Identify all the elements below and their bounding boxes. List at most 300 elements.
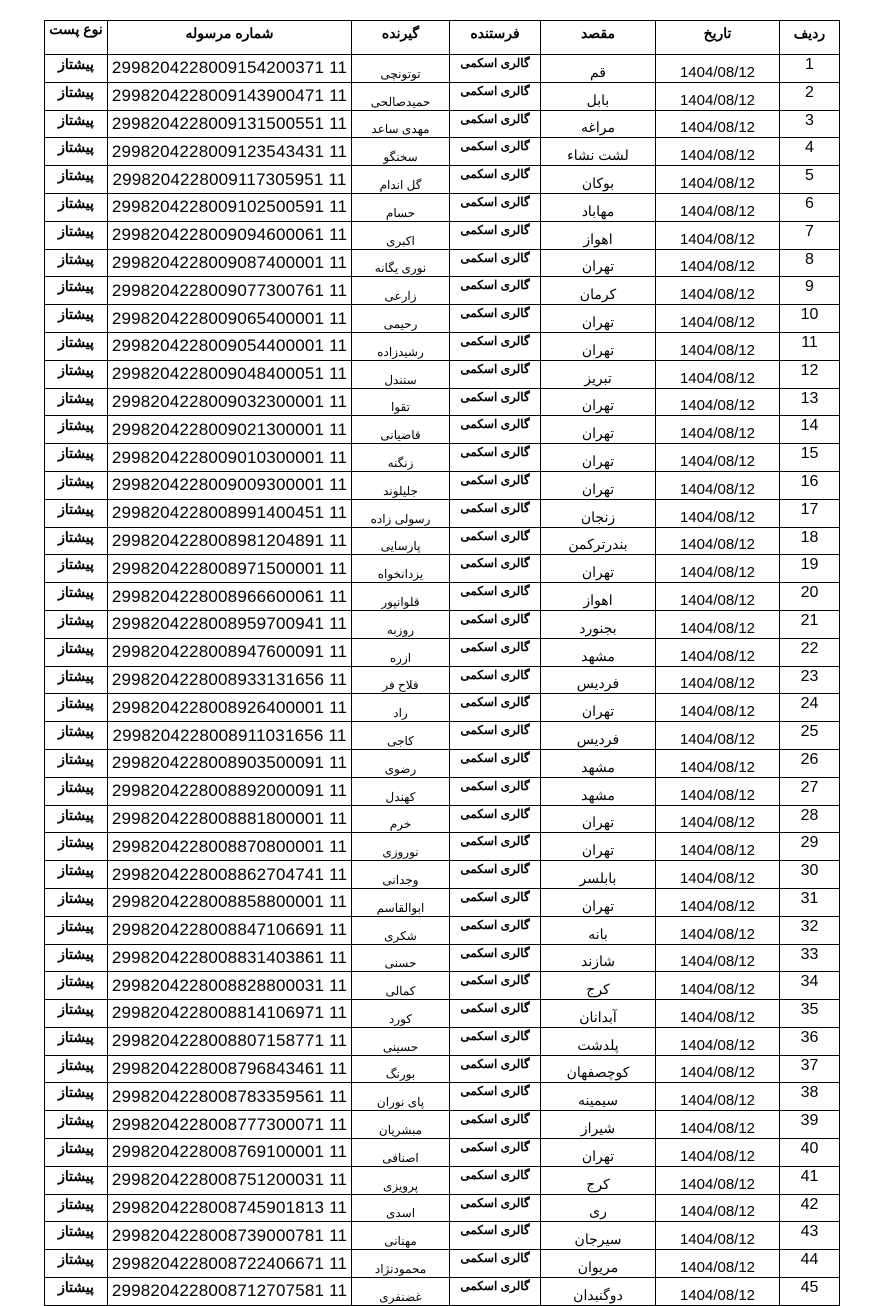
table-row bbox=[45, 722, 840, 750]
row-post-type: پیشتاز bbox=[45, 861, 108, 889]
row-sender: گالری اسکمی bbox=[450, 82, 541, 110]
row-destination: تهران bbox=[541, 471, 656, 499]
row-index: 22 bbox=[780, 638, 840, 666]
row-destination: مراغه bbox=[541, 110, 656, 138]
row-receiver: نوروزی bbox=[352, 833, 450, 861]
row-receiver: قاضیانی bbox=[352, 416, 450, 444]
row-date: 1404/08/12 bbox=[656, 471, 780, 499]
row-destination: بابلسر bbox=[541, 861, 656, 889]
row-destination: اهواز bbox=[541, 583, 656, 611]
row-receiver: ازره bbox=[352, 638, 450, 666]
row-sender: گالری اسکمی bbox=[450, 499, 541, 527]
row-receiver: حسینی bbox=[352, 1027, 450, 1055]
table-row bbox=[45, 221, 840, 249]
row-sender: گالری اسکمی bbox=[450, 1027, 541, 1055]
row-post-type: پیشتاز bbox=[45, 1166, 108, 1194]
table-row bbox=[45, 1111, 840, 1139]
row-sender: گالری اسکمی bbox=[450, 527, 541, 555]
row-destination: تهران bbox=[541, 388, 656, 416]
table-row bbox=[45, 277, 840, 305]
row-date: 1404/08/12 bbox=[656, 360, 780, 388]
table-row bbox=[45, 332, 840, 360]
row-date: 1404/08/12 bbox=[656, 110, 780, 138]
row-index: 16 bbox=[780, 471, 840, 499]
row-tracking-number: 2998204228008881800001 11 bbox=[108, 805, 352, 833]
row-index: 21 bbox=[780, 610, 840, 638]
row-sender: گالری اسکمی bbox=[450, 416, 541, 444]
row-receiver: رشیدزاده bbox=[352, 332, 450, 360]
table-row bbox=[45, 444, 840, 472]
row-index: 38 bbox=[780, 1083, 840, 1111]
row-destination: آبدانان bbox=[541, 1000, 656, 1028]
row-post-type: پیشتاز bbox=[45, 638, 108, 666]
row-tracking-number: 2998204228008933131656 11 bbox=[108, 666, 352, 694]
row-sender: گالری اسکمی bbox=[450, 1000, 541, 1028]
row-post-type: پیشتاز bbox=[45, 305, 108, 333]
row-receiver: اصنافی bbox=[352, 1139, 450, 1167]
row-date: 1404/08/12 bbox=[656, 1027, 780, 1055]
table-row bbox=[45, 555, 840, 583]
row-index: 4 bbox=[780, 138, 840, 166]
table-row bbox=[45, 1027, 840, 1055]
row-post-type: پیشتاز bbox=[45, 805, 108, 833]
row-destination: لشت نشاء bbox=[541, 138, 656, 166]
row-post-type: پیشتاز bbox=[45, 332, 108, 360]
header-sender: فرستنده bbox=[450, 21, 541, 55]
row-destination: سیرجان bbox=[541, 1222, 656, 1250]
row-date: 1404/08/12 bbox=[656, 1166, 780, 1194]
row-post-type: پیشتاز bbox=[45, 610, 108, 638]
header-tracking: شماره مرسوله bbox=[108, 21, 352, 55]
row-index: 34 bbox=[780, 972, 840, 1000]
row-tracking-number: 2998204228008783359561 11 bbox=[108, 1083, 352, 1111]
row-post-type: پیشتاز bbox=[45, 499, 108, 527]
row-sender: گالری اسکمی bbox=[450, 277, 541, 305]
row-sender: گالری اسکمی bbox=[450, 1250, 541, 1278]
row-tracking-number: 2998204228009021300001 11 bbox=[108, 416, 352, 444]
row-destination: تهران bbox=[541, 888, 656, 916]
row-index: 36 bbox=[780, 1027, 840, 1055]
row-sender: گالری اسکمی bbox=[450, 388, 541, 416]
row-tracking-number: 2998204228009102500591 11 bbox=[108, 193, 352, 221]
row-sender: گالری اسکمی bbox=[450, 444, 541, 472]
row-tracking-number: 2998204228008807158771 11 bbox=[108, 1027, 352, 1055]
row-sender: گالری اسکمی bbox=[450, 916, 541, 944]
row-destination: کرمان bbox=[541, 277, 656, 305]
row-date: 1404/08/12 bbox=[656, 332, 780, 360]
row-tracking-number: 2998204228008862704741 11 bbox=[108, 861, 352, 889]
row-date: 1404/08/12 bbox=[656, 305, 780, 333]
row-date: 1404/08/12 bbox=[656, 888, 780, 916]
row-date: 1404/08/12 bbox=[656, 777, 780, 805]
row-index: 31 bbox=[780, 888, 840, 916]
table-row bbox=[45, 1250, 840, 1278]
row-tracking-number: 2998204228008971500001 11 bbox=[108, 555, 352, 583]
row-post-type: پیشتاز bbox=[45, 249, 108, 277]
row-tracking-number: 2998204228009154200371 11 bbox=[108, 55, 352, 83]
row-index: 18 bbox=[780, 527, 840, 555]
row-post-type: پیشتاز bbox=[45, 166, 108, 194]
row-receiver: کورد bbox=[352, 1000, 450, 1028]
row-tracking-number: 2998204228008981204891 11 bbox=[108, 527, 352, 555]
row-tracking-number: 2998204228009065400001 11 bbox=[108, 305, 352, 333]
row-post-type: پیشتاز bbox=[45, 1139, 108, 1167]
row-sender: گالری اسکمی bbox=[450, 610, 541, 638]
row-index: 35 bbox=[780, 1000, 840, 1028]
header-date: تاریخ bbox=[656, 21, 780, 55]
row-date: 1404/08/12 bbox=[656, 833, 780, 861]
row-index: 26 bbox=[780, 749, 840, 777]
table-row bbox=[45, 55, 840, 83]
row-date: 1404/08/12 bbox=[656, 1278, 780, 1306]
row-destination: تهران bbox=[541, 332, 656, 360]
row-destination: تهران bbox=[541, 249, 656, 277]
row-tracking-number: 2998204228009077300761 11 bbox=[108, 277, 352, 305]
row-sender: گالری اسکمی bbox=[450, 722, 541, 750]
row-post-type: پیشتاز bbox=[45, 193, 108, 221]
row-index: 9 bbox=[780, 277, 840, 305]
row-index: 10 bbox=[780, 305, 840, 333]
row-destination: تبریز bbox=[541, 360, 656, 388]
table-row bbox=[45, 916, 840, 944]
table-row bbox=[45, 1194, 840, 1222]
row-index: 28 bbox=[780, 805, 840, 833]
row-post-type: پیشتاز bbox=[45, 583, 108, 611]
header-row bbox=[45, 21, 840, 55]
row-index: 33 bbox=[780, 944, 840, 972]
row-post-type: پیشتاز bbox=[45, 110, 108, 138]
row-post-type: پیشتاز bbox=[45, 277, 108, 305]
row-index: 15 bbox=[780, 444, 840, 472]
row-date: 1404/08/12 bbox=[656, 416, 780, 444]
row-receiver: رحیمی bbox=[352, 305, 450, 333]
row-tracking-number: 2998204228008926400001 11 bbox=[108, 694, 352, 722]
row-receiver: مبشریان bbox=[352, 1111, 450, 1139]
row-date: 1404/08/12 bbox=[656, 388, 780, 416]
table-row bbox=[45, 610, 840, 638]
row-index: 43 bbox=[780, 1222, 840, 1250]
row-sender: گالری اسکمی bbox=[450, 1055, 541, 1083]
row-post-type: پیشتاز bbox=[45, 888, 108, 916]
table-row bbox=[45, 527, 840, 555]
row-date: 1404/08/12 bbox=[656, 666, 780, 694]
row-tracking-number: 2998204228008966600061 11 bbox=[108, 583, 352, 611]
row-date: 1404/08/12 bbox=[656, 749, 780, 777]
table-row bbox=[45, 777, 840, 805]
row-post-type: پیشتاز bbox=[45, 916, 108, 944]
table-row bbox=[45, 666, 840, 694]
row-tracking-number: 2998204228009131500551 11 bbox=[108, 110, 352, 138]
table-row bbox=[45, 1139, 840, 1167]
row-post-type: پیشتاز bbox=[45, 1055, 108, 1083]
row-receiver: محمودنژاد bbox=[352, 1250, 450, 1278]
row-post-type: پیشتاز bbox=[45, 1000, 108, 1028]
row-date: 1404/08/12 bbox=[656, 722, 780, 750]
row-destination: بانه bbox=[541, 916, 656, 944]
row-receiver: توتونچی bbox=[352, 55, 450, 83]
row-tracking-number: 2998204228008991400451 11 bbox=[108, 499, 352, 527]
row-post-type: پیشتاز bbox=[45, 666, 108, 694]
row-index: 32 bbox=[780, 916, 840, 944]
row-post-type: پیشتاز bbox=[45, 1083, 108, 1111]
row-receiver: ابوالقاسم bbox=[352, 888, 450, 916]
row-sender: گالری اسکمی bbox=[450, 583, 541, 611]
row-receiver: پارسایی bbox=[352, 527, 450, 555]
row-date: 1404/08/12 bbox=[656, 972, 780, 1000]
row-destination: بندرترکمن bbox=[541, 527, 656, 555]
row-receiver: سنندل bbox=[352, 360, 450, 388]
row-sender: گالری اسکمی bbox=[450, 249, 541, 277]
row-destination: تهران bbox=[541, 305, 656, 333]
row-destination: کرج bbox=[541, 1166, 656, 1194]
table-row bbox=[45, 471, 840, 499]
row-receiver: وجدانی bbox=[352, 861, 450, 889]
row-index: 39 bbox=[780, 1111, 840, 1139]
row-index: 29 bbox=[780, 833, 840, 861]
row-sender: گالری اسکمی bbox=[450, 332, 541, 360]
row-receiver: پای نوران bbox=[352, 1083, 450, 1111]
row-sender: گالری اسکمی bbox=[450, 749, 541, 777]
row-receiver: کمالی bbox=[352, 972, 450, 1000]
row-sender: گالری اسکمی bbox=[450, 110, 541, 138]
row-receiver: حسام bbox=[352, 193, 450, 221]
table-row bbox=[45, 499, 840, 527]
row-tracking-number: 2998204228009094600061 11 bbox=[108, 221, 352, 249]
table-row bbox=[45, 82, 840, 110]
row-post-type: پیشتاز bbox=[45, 722, 108, 750]
table-row bbox=[45, 138, 840, 166]
row-post-type: پیشتاز bbox=[45, 777, 108, 805]
row-receiver: اکبری bbox=[352, 221, 450, 249]
row-index: 19 bbox=[780, 555, 840, 583]
row-date: 1404/08/12 bbox=[656, 916, 780, 944]
row-index: 17 bbox=[780, 499, 840, 527]
row-tracking-number: 2998204228008831403861 11 bbox=[108, 944, 352, 972]
row-date: 1404/08/12 bbox=[656, 583, 780, 611]
table-row bbox=[45, 249, 840, 277]
row-tracking-number: 2998204228008769100001 11 bbox=[108, 1139, 352, 1167]
row-tracking-number: 2998204228009009300001 11 bbox=[108, 471, 352, 499]
table-row bbox=[45, 972, 840, 1000]
row-date: 1404/08/12 bbox=[656, 249, 780, 277]
row-sender: گالری اسکمی bbox=[450, 861, 541, 889]
row-date: 1404/08/12 bbox=[656, 82, 780, 110]
row-sender: گالری اسکمی bbox=[450, 1166, 541, 1194]
row-receiver: سخنگو bbox=[352, 138, 450, 166]
row-post-type: پیشتاز bbox=[45, 944, 108, 972]
row-receiver: زارعی bbox=[352, 277, 450, 305]
row-tracking-number: 2998204228008959700941 11 bbox=[108, 610, 352, 638]
row-destination: تهران bbox=[541, 416, 656, 444]
row-receiver: زنگنه bbox=[352, 444, 450, 472]
row-destination: شازند bbox=[541, 944, 656, 972]
row-tracking-number: 2998204228008814106971 11 bbox=[108, 1000, 352, 1028]
row-index: 20 bbox=[780, 583, 840, 611]
row-sender: گالری اسکمی bbox=[450, 694, 541, 722]
row-tracking-number: 2998204228008712707581 11 bbox=[108, 1278, 352, 1306]
row-date: 1404/08/12 bbox=[656, 527, 780, 555]
row-sender: گالری اسکمی bbox=[450, 1083, 541, 1111]
row-receiver: فلاح فر bbox=[352, 666, 450, 694]
row-post-type: پیشتاز bbox=[45, 694, 108, 722]
row-date: 1404/08/12 bbox=[656, 138, 780, 166]
row-date: 1404/08/12 bbox=[656, 1000, 780, 1028]
row-post-type: پیشتاز bbox=[45, 1027, 108, 1055]
row-sender: گالری اسکمی bbox=[450, 805, 541, 833]
row-date: 1404/08/12 bbox=[656, 277, 780, 305]
row-post-type: پیشتاز bbox=[45, 360, 108, 388]
row-sender: گالری اسکمی bbox=[450, 305, 541, 333]
row-index: 14 bbox=[780, 416, 840, 444]
row-destination: فردیس bbox=[541, 666, 656, 694]
row-index: 8 bbox=[780, 249, 840, 277]
row-tracking-number: 2998204228008947600091 11 bbox=[108, 638, 352, 666]
row-post-type: پیشتاز bbox=[45, 1222, 108, 1250]
row-date: 1404/08/12 bbox=[656, 861, 780, 889]
row-receiver: یزدانخواه bbox=[352, 555, 450, 583]
row-tracking-number: 2998204228008828800031 11 bbox=[108, 972, 352, 1000]
row-receiver: حسنی bbox=[352, 944, 450, 972]
row-date: 1404/08/12 bbox=[656, 805, 780, 833]
row-receiver: شکری bbox=[352, 916, 450, 944]
row-date: 1404/08/12 bbox=[656, 1250, 780, 1278]
row-post-type: پیشتاز bbox=[45, 444, 108, 472]
row-receiver: اسدی bbox=[352, 1194, 450, 1222]
row-receiver: مهنانی bbox=[352, 1222, 450, 1250]
row-destination: تهران bbox=[541, 555, 656, 583]
row-index: 45 bbox=[780, 1278, 840, 1306]
row-destination: مشهد bbox=[541, 749, 656, 777]
row-receiver: روزبه bbox=[352, 610, 450, 638]
row-post-type: پیشتاز bbox=[45, 527, 108, 555]
row-destination: زنجان bbox=[541, 499, 656, 527]
row-receiver: جلیلوند bbox=[352, 471, 450, 499]
row-tracking-number: 2998204228008777300071 11 bbox=[108, 1111, 352, 1139]
row-tracking-number: 2998204228008751200031 11 bbox=[108, 1166, 352, 1194]
header-destination: مقصد bbox=[541, 21, 656, 55]
row-index: 42 bbox=[780, 1194, 840, 1222]
row-destination: اهواز bbox=[541, 221, 656, 249]
row-sender: گالری اسکمی bbox=[450, 888, 541, 916]
row-date: 1404/08/12 bbox=[656, 555, 780, 583]
row-tracking-number: 2998204228008858800001 11 bbox=[108, 888, 352, 916]
row-post-type: پیشتاز bbox=[45, 1194, 108, 1222]
row-receiver: حمیدصالحی bbox=[352, 82, 450, 110]
row-sender: گالری اسکمی bbox=[450, 972, 541, 1000]
row-tracking-number: 2998204228008870800001 11 bbox=[108, 833, 352, 861]
row-tracking-number: 2998204228008847106691 11 bbox=[108, 916, 352, 944]
row-index: 37 bbox=[780, 1055, 840, 1083]
row-receiver: رسولی زاده bbox=[352, 499, 450, 527]
row-sender: گالری اسکمی bbox=[450, 1278, 541, 1306]
row-index: 11 bbox=[780, 332, 840, 360]
row-sender: گالری اسکمی bbox=[450, 777, 541, 805]
row-receiver: گل اندام bbox=[352, 166, 450, 194]
table-row bbox=[45, 749, 840, 777]
row-receiver: راد bbox=[352, 694, 450, 722]
row-sender: گالری اسکمی bbox=[450, 833, 541, 861]
row-date: 1404/08/12 bbox=[656, 166, 780, 194]
row-index: 30 bbox=[780, 861, 840, 889]
table-row bbox=[45, 888, 840, 916]
row-destination: مریوان bbox=[541, 1250, 656, 1278]
table-row bbox=[45, 583, 840, 611]
row-sender: گالری اسکمی bbox=[450, 1222, 541, 1250]
row-destination: مشهد bbox=[541, 777, 656, 805]
row-receiver: بورنگ bbox=[352, 1055, 450, 1083]
row-destination: دوگنبدان bbox=[541, 1278, 656, 1306]
row-receiver: قلوانپور bbox=[352, 583, 450, 611]
row-post-type: پیشتاز bbox=[45, 1250, 108, 1278]
row-date: 1404/08/12 bbox=[656, 499, 780, 527]
table-row bbox=[45, 944, 840, 972]
table-row bbox=[45, 1055, 840, 1083]
row-tracking-number: 2998204228008739000781 11 bbox=[108, 1222, 352, 1250]
table-row bbox=[45, 1222, 840, 1250]
row-date: 1404/08/12 bbox=[656, 1055, 780, 1083]
row-sender: گالری اسکمی bbox=[450, 221, 541, 249]
table-row bbox=[45, 1083, 840, 1111]
row-post-type: پیشتاز bbox=[45, 555, 108, 583]
row-tracking-number: 2998204228008911031656 11 bbox=[108, 722, 352, 750]
row-receiver: غضنفری bbox=[352, 1278, 450, 1306]
row-post-type: پیشتاز bbox=[45, 471, 108, 499]
table-row bbox=[45, 1166, 840, 1194]
row-index: 6 bbox=[780, 193, 840, 221]
row-tracking-number: 2998204228009123543431 11 bbox=[108, 138, 352, 166]
row-tracking-number: 2998204228009143900471 11 bbox=[108, 82, 352, 110]
row-destination: کرج bbox=[541, 972, 656, 1000]
row-sender: گالری اسکمی bbox=[450, 1139, 541, 1167]
shipment-table bbox=[44, 20, 840, 1306]
row-post-type: پیشتاز bbox=[45, 972, 108, 1000]
row-index: 3 bbox=[780, 110, 840, 138]
row-sender: گالری اسکمی bbox=[450, 638, 541, 666]
row-receiver: رضوی bbox=[352, 749, 450, 777]
row-post-type: پیشتاز bbox=[45, 416, 108, 444]
row-index: 23 bbox=[780, 666, 840, 694]
table-row bbox=[45, 193, 840, 221]
row-destination: سیمینه bbox=[541, 1083, 656, 1111]
shipment-sheet bbox=[44, 20, 839, 1306]
row-destination: ری bbox=[541, 1194, 656, 1222]
row-receiver: مهدی ساعد bbox=[352, 110, 450, 138]
row-receiver: خرم bbox=[352, 805, 450, 833]
row-destination: تهران bbox=[541, 805, 656, 833]
row-tracking-number: 2998204228009032300001 11 bbox=[108, 388, 352, 416]
row-tracking-number: 2998204228008722406671 11 bbox=[108, 1250, 352, 1278]
row-date: 1404/08/12 bbox=[656, 444, 780, 472]
row-tracking-number: 2998204228009117305951 11 bbox=[108, 166, 352, 194]
table-row bbox=[45, 388, 840, 416]
row-destination: فردیس bbox=[541, 722, 656, 750]
table-row bbox=[45, 805, 840, 833]
row-post-type: پیشتاز bbox=[45, 82, 108, 110]
row-tracking-number: 2998204228009087400001 11 bbox=[108, 249, 352, 277]
row-tracking-number: 2998204228009048400051 11 bbox=[108, 360, 352, 388]
row-sender: گالری اسکمی bbox=[450, 138, 541, 166]
row-destination: تهران bbox=[541, 444, 656, 472]
row-receiver: کاجی bbox=[352, 722, 450, 750]
row-date: 1404/08/12 bbox=[656, 55, 780, 83]
row-index: 1 bbox=[780, 55, 840, 83]
row-tracking-number: 2998204228008903500091 11 bbox=[108, 749, 352, 777]
row-index: 13 bbox=[780, 388, 840, 416]
row-tracking-number: 2998204228008745901813 11 bbox=[108, 1194, 352, 1222]
row-date: 1404/08/12 bbox=[656, 1139, 780, 1167]
row-post-type: پیشتاز bbox=[45, 221, 108, 249]
row-date: 1404/08/12 bbox=[656, 221, 780, 249]
